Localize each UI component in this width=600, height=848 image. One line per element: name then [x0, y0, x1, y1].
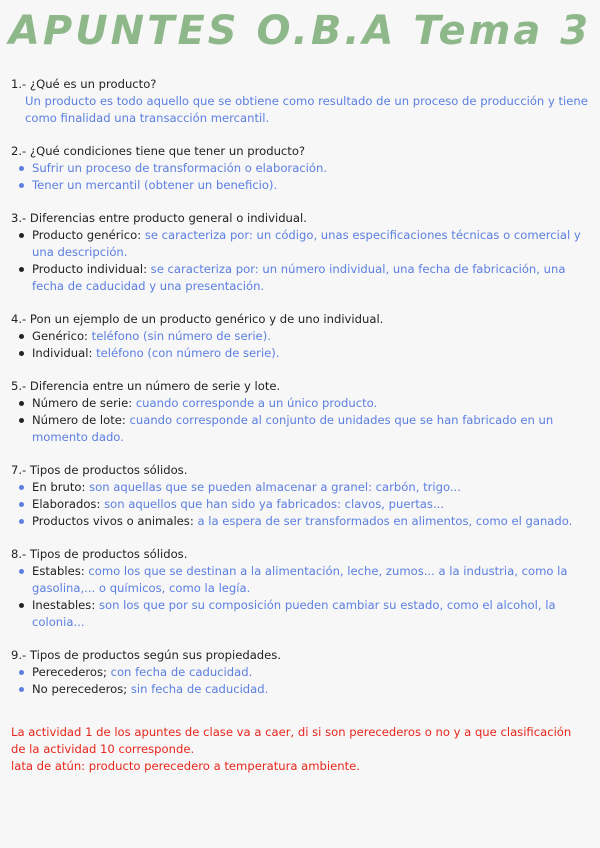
answer-list	[11, 563, 589, 631]
item-text: con fecha de caducidad.	[110, 665, 253, 679]
section	[11, 647, 589, 698]
question: 4.- Pon un ejemplo de un producto genérico y de uno individual.	[11, 312, 384, 326]
page-title: APUNTES O.B.A Tema 3	[8, 8, 592, 54]
list-item	[11, 496, 589, 513]
list-item	[11, 345, 589, 362]
bullet-icon	[19, 351, 24, 356]
answer-list	[11, 328, 589, 362]
question: 9.- Tipos de productos según sus propiedades.	[11, 648, 282, 662]
item-label: Producto genérico:	[32, 228, 145, 242]
answer-list	[11, 395, 589, 446]
question: 8.- Tipos de productos sólidos.	[11, 547, 188, 561]
note-line-2: lata de atún: producto perecedero a temperatura ambiente.	[11, 759, 360, 773]
bullet-icon	[19, 401, 24, 406]
list-item	[11, 261, 589, 295]
note-line-1: La actividad 1 de los apuntes de clase va a caer, di si son perecederos o no y a que clasificación de la actividad 10 corresponde.	[11, 725, 572, 756]
bullet-icon	[19, 687, 24, 692]
bullet-icon	[19, 183, 24, 188]
list-item	[11, 479, 589, 496]
item-label: No perecederos;	[32, 682, 131, 696]
list-item	[11, 597, 589, 631]
item-text: teléfono (sin número de serie).	[91, 329, 271, 343]
item-label: Productos vivos o animales:	[32, 514, 198, 528]
item-text: se caracteriza por: un número individual, una fecha de fabricación, una fecha de caducidad y una presentación.	[32, 262, 566, 293]
item-text: sin fecha de caducidad.	[130, 682, 269, 696]
item-text: a la espera de ser transformados en alimentos, como el ganado.	[197, 514, 573, 528]
section	[11, 462, 589, 530]
item-label: Estables:	[32, 564, 89, 578]
bullet-icon	[19, 334, 24, 339]
list-item	[11, 328, 589, 345]
list-item	[11, 563, 589, 597]
bullet-icon	[19, 166, 24, 171]
item-label: Número de serie:	[32, 396, 136, 410]
item-label: Elaborados:	[32, 497, 105, 511]
answer: Un producto es todo aquello que se obtiene como resultado de un proceso de producción y tiene como finalidad una transacción mercantil.	[25, 94, 588, 125]
item-label: Individual:	[32, 346, 97, 360]
section	[11, 143, 589, 194]
item-label: Inestables:	[32, 598, 99, 612]
question: 1.- ¿Qué es un producto?	[11, 77, 157, 91]
item-text: son los que por su composición pueden cambiar su estado, como el alcohol, la colonia...	[32, 598, 556, 629]
list-item	[11, 177, 589, 194]
item-text: Tener un mercantil (obtener un beneficio).	[32, 178, 278, 192]
list-item	[11, 681, 589, 698]
notes-body	[11, 76, 589, 714]
question: 7.- Tipos de productos sólidos.	[11, 463, 188, 477]
bullet-icon	[19, 519, 24, 524]
list-item	[11, 412, 589, 446]
list-item	[11, 513, 589, 530]
item-text: son aquellos que han sido ya fabricados: clavos, puertas...	[104, 497, 445, 511]
answer-list	[11, 160, 589, 194]
item-text: se caracteriza por: un código, unas especificaciones técnicas o comercial y una descripción.	[32, 228, 581, 259]
list-item	[11, 227, 589, 261]
item-text: teléfono (con número de serie).	[96, 346, 280, 360]
bullet-icon	[19, 603, 24, 608]
section	[11, 76, 589, 127]
item-label: Número de lote:	[32, 413, 130, 427]
item-text: Sufrir un proceso de transformación o elaboración.	[32, 161, 328, 175]
item-label: Perecederos;	[32, 665, 111, 679]
item-label: Genérico:	[32, 329, 92, 343]
item-text: cuando corresponde a un único producto.	[135, 396, 378, 410]
answer-list	[11, 479, 589, 530]
section	[11, 378, 589, 446]
item-label: Producto individual:	[32, 262, 151, 276]
bullet-icon	[19, 502, 24, 507]
question: 5.- Diferencia entre un número de serie y lote.	[11, 379, 281, 393]
item-text: cuando corresponde al conjunto de unidades que se han fabricado en un momento dado.	[32, 413, 554, 444]
item-text: como los que se destinan a la alimentación, leche, zumos... a la industria, como la gasolina,... o químicos, como la legía.	[32, 564, 568, 595]
bullet-icon	[19, 267, 24, 272]
bullet-icon	[19, 233, 24, 238]
item-label: En bruto:	[32, 480, 90, 494]
list-item	[11, 664, 589, 681]
question: 3.- Diferencias entre producto general o individual.	[11, 211, 307, 225]
list-item	[11, 395, 589, 412]
question: 2.- ¿Qué condiciones tiene que tener un producto?	[11, 144, 306, 158]
item-text: son aquellas que se pueden almacenar a granel: carbón, trigo...	[89, 480, 461, 494]
bullet-icon	[19, 569, 24, 574]
list-item	[11, 160, 589, 177]
answer-list	[11, 227, 589, 295]
section	[11, 210, 589, 295]
red-note	[11, 724, 589, 775]
bullet-icon	[19, 418, 24, 423]
section	[11, 311, 589, 362]
answer-list	[11, 664, 589, 698]
bullet-icon	[19, 670, 24, 675]
bullet-icon	[19, 485, 24, 490]
section	[11, 546, 589, 631]
